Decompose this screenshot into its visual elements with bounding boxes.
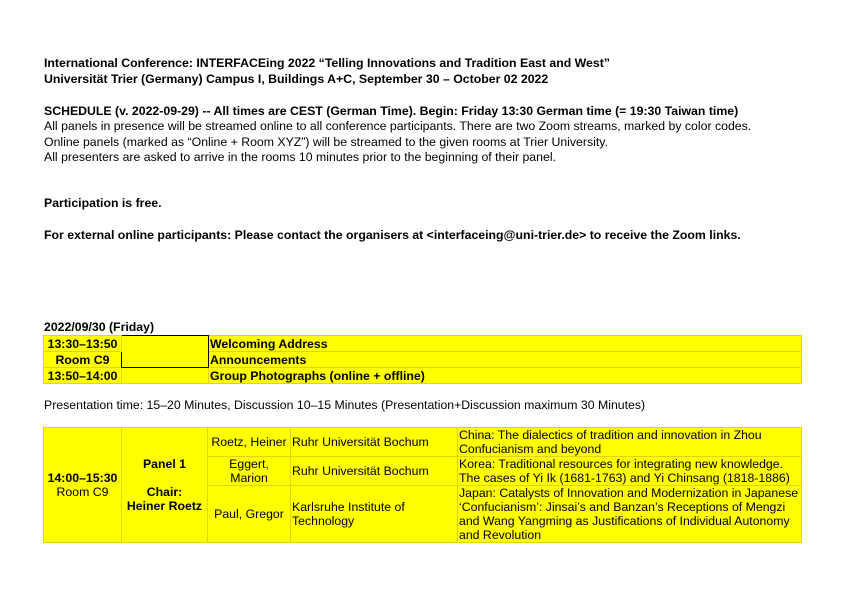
opening-room: Room C9	[44, 352, 122, 368]
speaker-affiliation: Ruhr Universität Bochum	[291, 457, 458, 486]
panel-chair-label: Chair:	[146, 485, 183, 499]
speaker-name: Roetz, Heiner	[208, 428, 291, 457]
schedule-info-1: All panels in presence will be streamed online to all conference participants. There are two Zoom streams, marked by color codes.	[44, 119, 752, 133]
blank-cell	[122, 336, 209, 368]
talk-title: Korea: Traditional resources for integrating new knowledge. The cases of Yi Ik (1681-1763) and Yi Chinsang (1818-1886)	[458, 457, 802, 486]
schedule-info-3: All presenters are asked to arrive in the rooms 10 minutes prior to the beginning of their panel.	[44, 150, 556, 164]
conference-location: Universität Trier (Germany) Campus I, Buildings A+C, September 30 – October 02 2022	[44, 72, 549, 86]
speaker-name: Paul, Gregor	[208, 486, 291, 543]
panel-title: Panel 1	[142, 457, 187, 471]
participation-note: Participation is free.	[44, 196, 162, 210]
announcements: Announcements	[209, 352, 802, 368]
speaker-name: Eggert, Marion	[208, 457, 291, 486]
welcoming-address: Welcoming Address	[209, 336, 802, 352]
schedule-info-2: Online panels (marked as “Online + Room XYZ”) will be streamed to the given rooms at Trier University.	[44, 135, 608, 149]
table-row	[44, 368, 802, 384]
opening-schedule-table	[43, 335, 802, 384]
panel-time-cell	[44, 428, 122, 543]
panel-time: 14:00–15:30	[47, 471, 118, 485]
group-photographs: Group Photographs (online + offline)	[209, 368, 802, 384]
talk-title: Japan: Catalysts of Innovation and Modernization in Japanese ‘Confucianism’: Jinsai’s and Banzan’s Receptions of Mengzi and Wang Yangming as Justifications of Individual Autonomy and Revolution	[458, 486, 802, 543]
external-participants-note: For external online participants: Please contact the organisers at <interfaceing@uni-trier.de> to receive the Zoom links.	[44, 228, 741, 242]
speaker-affiliation: Karlsruhe Institute of Technology	[291, 486, 458, 543]
panel-room: Room C9	[56, 485, 109, 499]
panel-1-table	[43, 427, 802, 543]
day-date: 2022/09/30 (Friday)	[44, 320, 155, 334]
presentation-time-note: Presentation time: 15–20 Minutes, Discussion 10–15 Minutes (Presentation+Discussion maximum 30 Minutes)	[44, 398, 646, 412]
table-row	[44, 336, 802, 352]
speaker-affiliation: Ruhr Universität Bochum	[291, 428, 458, 457]
blank-cell	[122, 368, 209, 384]
conference-title: International Conference: INTERFACEing 2022 “Telling Innovations and Tradition East and West”	[44, 56, 610, 70]
table-row	[44, 428, 802, 457]
panel-info-cell	[122, 428, 208, 543]
opening-time: 13:30–13:50	[44, 336, 122, 352]
talk-title: China: The dialectics of tradition and innovation in Zhou Confucianism and beyond	[458, 428, 802, 457]
schedule-heading: SCHEDULE (v. 2022-09-29) -- All times are CEST (German Time). Begin: Friday 13:30 German time (= 19:30 Taiwan time)	[44, 104, 739, 118]
photo-time: 13:50–14:00	[44, 368, 122, 384]
panel-chair-name: Heiner Roetz	[126, 499, 203, 513]
